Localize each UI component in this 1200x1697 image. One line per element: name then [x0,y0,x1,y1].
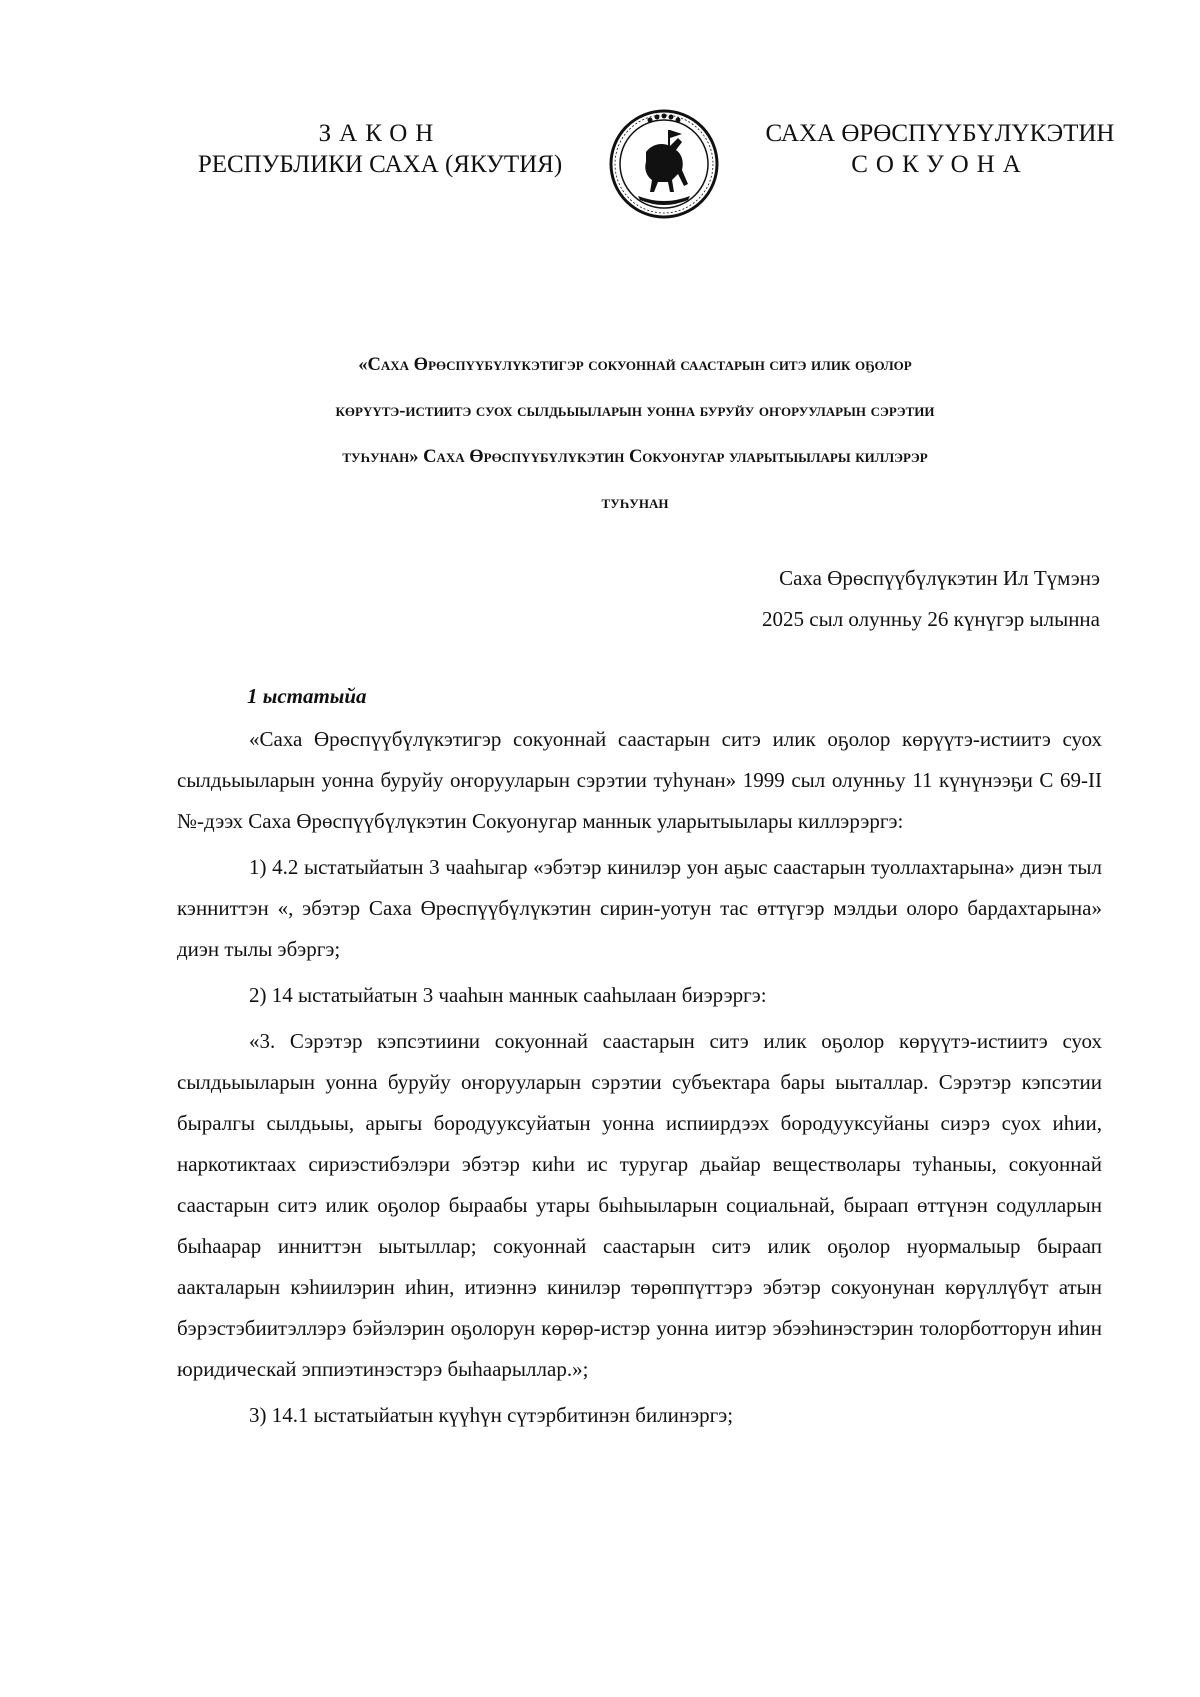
article-body [177,719,1102,1441]
header-law-word: ЗАКОН [318,120,442,147]
sakha-coat-of-arms-icon [608,108,720,220]
header-sakha [740,118,1140,180]
title-line: көрүүтэ-истиитэ суох сылдьыыларын уонна буруйу оҥорууларын сэрэтии [335,401,935,421]
document-title [190,342,1080,526]
adopting-body: Саха Өрөспүүбүлүкэтин Ил Түмэнэ [779,566,1100,590]
title-line: «Саха Өрөспүүбүлүкэтигэр сокуоннай саастарын ситэ илик оҕолор [358,355,912,375]
header-law-word-sah: СОКУОНА [851,151,1029,178]
paragraph: 2) 14 ыстатыйатын 3 чааһын маннык сааһылаан биэрэргэ: [249,983,767,1007]
paragraph: 1) 4.2 ыстатыйатын 3 чааһыгар «эбэтэр кинилэр уон аҕыс саастарын туоллахтарына» диэн тыл кэнниттэн «, эбэтэр Саха Өрөспүүбүлүкэтин сирин-уотун тас өттүгэр мэлдьи олоро бардахтарына» диэн тылы эбэргэ; [177,855,1102,961]
paragraph: «Саха Өрөспүүбүлүкэтигэр сокуоннай саастарын ситэ илик оҕолор көрүүтэ-истиитэ суох сылдьыыларын уонна буруйу оҥорууларын сэрэтии туһунан» 1999 сыл олунньу 11 күнүнээҕи С 69-II №-дээх Саха Өрөспүүбүлүкэтин Сокуонугар маннык уларытыылары киллэрэргэ: [177,727,1102,833]
paragraph: 3) 14.1 ыстатыйатын күүһүн сүтэрбитинэн билинэргэ; [249,1403,734,1427]
header-republic-name-sah: САХА ӨРӨСПҮҮБҮЛҮКЭТИН [765,120,1115,147]
header-republic-name-ru: РЕСПУБЛИКИ САХА (ЯКУТИЯ) [197,151,563,178]
adoption-block [600,558,1100,640]
paragraph: «3. Сэрэтэр кэпсэтиини сокуоннай саастарын ситэ илик оҕолор көрүүтэ-истиитэ суох сылдьыыларын уонна буруйу оҥорууларын сэрэтии субъектара бары ыыталлар. Сэрэтэр кэпсэтии быралгы сылдьыы, арыгы бородууксуйатын уонна испиирдээх бородууксуйаны сиэрэ суох иһии, наркотиктаах сириэстибэлэри эбэтэр киһи ис туругар дьайар веществолары туһаныы, сокуоннай саастарын ситэ илик оҕолор быраабы утары быһыыларын социальнай, быраап өттүнэн содулларын быһаарар инниттэн ыытыллар; сокуоннай саастарын ситэ илик оҕолор нуормалыыр быраап аакталарын кэһиилэрин иһин, итиэннэ кинилэр төрөппүттэрэ эбэтэр сокуонунан көрүллүбүт атын бэрэстэбиитэллэрэ бэйэлэрин оҕолорун көрөр-истэр уонна иитэр эбээһинэстэрин толорботторун иһин юридическай эппиэтинэстэрэ быһаарыллар.»; [177,1029,1102,1381]
article-heading: 1 ыстатыйа [247,684,367,708]
header-russian [170,118,590,180]
title-line: туһунан [601,493,669,513]
adoption-date: 2025 сыл олунньу 26 күнүгэр ылынна [762,607,1100,631]
title-line: туһунан» Саха Өрөспүүбүлүкэтин Сокуонугар уларытыылары киллэрэр [342,447,928,467]
